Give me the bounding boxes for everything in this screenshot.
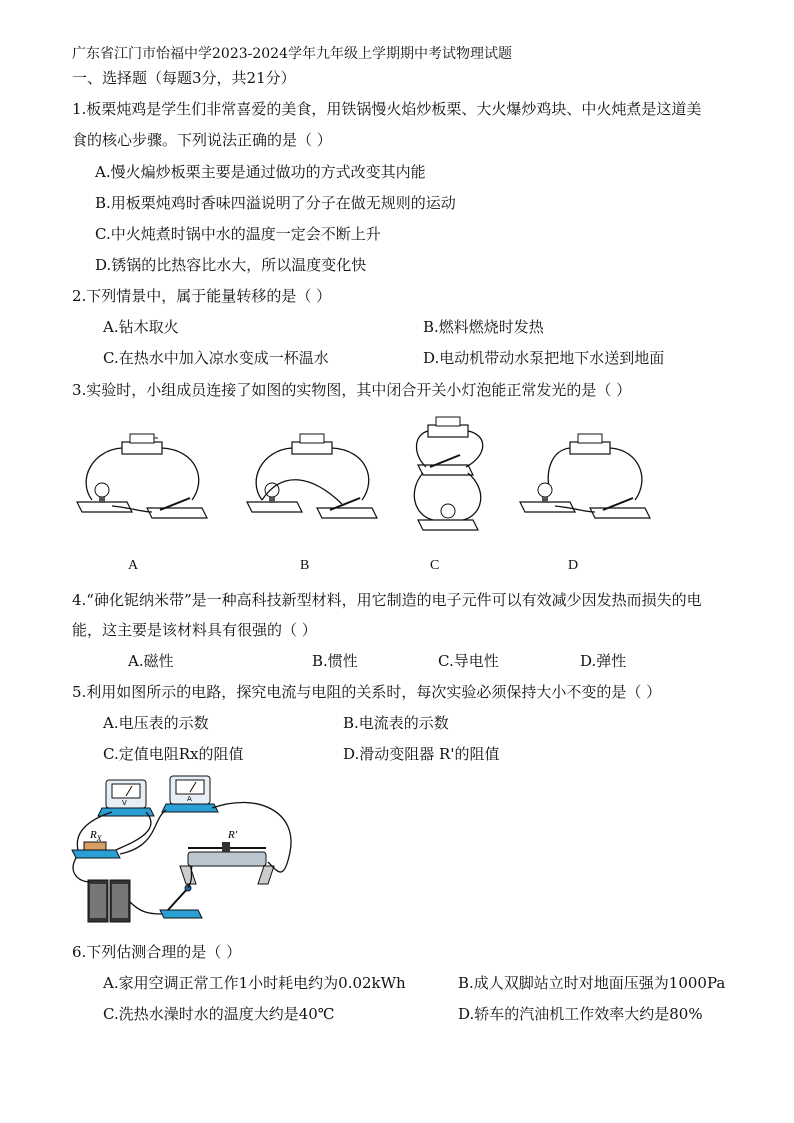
q1-option-d: D.锈锅的比热容比水大，所以温度变化快 [95,256,367,274]
q3-circuit-d [515,420,655,530]
q6-option-b: B.成人双脚站立时对地面压强为1000Pa [458,974,726,992]
rheostat-icon [180,842,274,884]
q5-option-d: D.滑动变阻器 R'的阻值 [343,745,500,763]
q3-circuit-c [408,415,498,545]
q3-label-d: D [568,558,579,573]
q1-stem-line1: 1.板栗炖鸡是学生们非常喜爱的美食，用铁锅慢火焰炒板栗、大火爆炒鸡块、中火炖煮是这道美 [72,100,702,118]
q4-stem-line2: 能，这主要是该材料具有很强的（ ） [72,621,317,639]
q2-option-a: A.钻木取火 [103,318,179,336]
q6-option-a: A.家用空调正常工作1小时耗电约为0.02kWh [103,974,406,992]
rprime-label: R′ [228,829,238,841]
ammeter-icon [162,776,218,812]
q1-stem-line2: 食的核心步骤。下列说法正确的是（ ） [72,131,332,149]
ammeter-label: A [187,795,192,803]
exam-title: 广东省江门市怡福中学2023-2024学年九年级上学期期中考试物理试题 [72,46,512,62]
q4-option-b: B.惯性 [312,652,358,670]
q2-option-d: D.电动机带动水泵把地下水送到地面 [423,349,665,367]
q3-circuit-a [72,420,212,530]
q4-option-c: C.导电性 [438,652,499,670]
section-heading: 一、选择题（每题3分，共21分） [72,69,296,87]
q1-option-a: A.慢火煸炒板栗主要是通过做功的方式改变其内能 [95,163,426,181]
q4-option-d: D.弹性 [580,652,627,670]
q1-option-b: B.用板栗炖鸡时香味四溢说明了分子在做无规则的运动 [95,194,456,212]
voltmeter-icon [98,780,154,816]
q5-circuit-figure [68,772,298,930]
q3-label-a: A [128,558,139,573]
q1-option-c: C.中火炖煮时锅中水的温度一定会不断上升 [95,225,381,243]
q2-option-b: B.燃料燃烧时发热 [423,318,544,336]
q2-option-c: C.在热水中加入凉水变成一杯温水 [103,349,329,367]
rx-label: $R_X$ [90,829,102,843]
q3-stem: 3.实验时，小组成员连接了如图的实物图，其中闭合开关小灯泡能正常发光的是（ ） [72,381,632,399]
q5-option-c: C.定值电阻Rx的阻值 [103,745,244,763]
q6-option-d: D.轿车的汽油机工作效率大约是80% [458,1005,703,1023]
q5-option-b: B.电流表的示数 [343,714,449,732]
switch-icon [160,885,202,918]
resistor-rx-icon [72,842,120,858]
q3-label-b: B [300,558,310,573]
q4-stem-line1: 4.“砷化铌纳米带”是一种高科技新型材料，用它制造的电子元件可以有效减少因发热而损失的电 [72,591,702,609]
q5-stem: 5.利用如图所示的电路，探究电流与电阻的关系时，每次实验必须保持大小不变的是（ ） [72,683,662,701]
q3-circuit-b [242,420,382,530]
q6-stem: 6.下列估测合理的是（ ） [72,943,242,961]
q6-option-c: C.洗热水澡时水的温度大约是40℃ [103,1005,335,1023]
voltmeter-label: V [122,799,127,807]
q5-option-a: A.电压表的示数 [103,714,209,732]
q4-option-a: A.磁性 [128,652,174,670]
q2-stem: 2.下列情景中，属于能量转移的是（ ） [72,287,332,305]
battery-icon [88,880,130,922]
q3-label-c: C [430,558,440,573]
